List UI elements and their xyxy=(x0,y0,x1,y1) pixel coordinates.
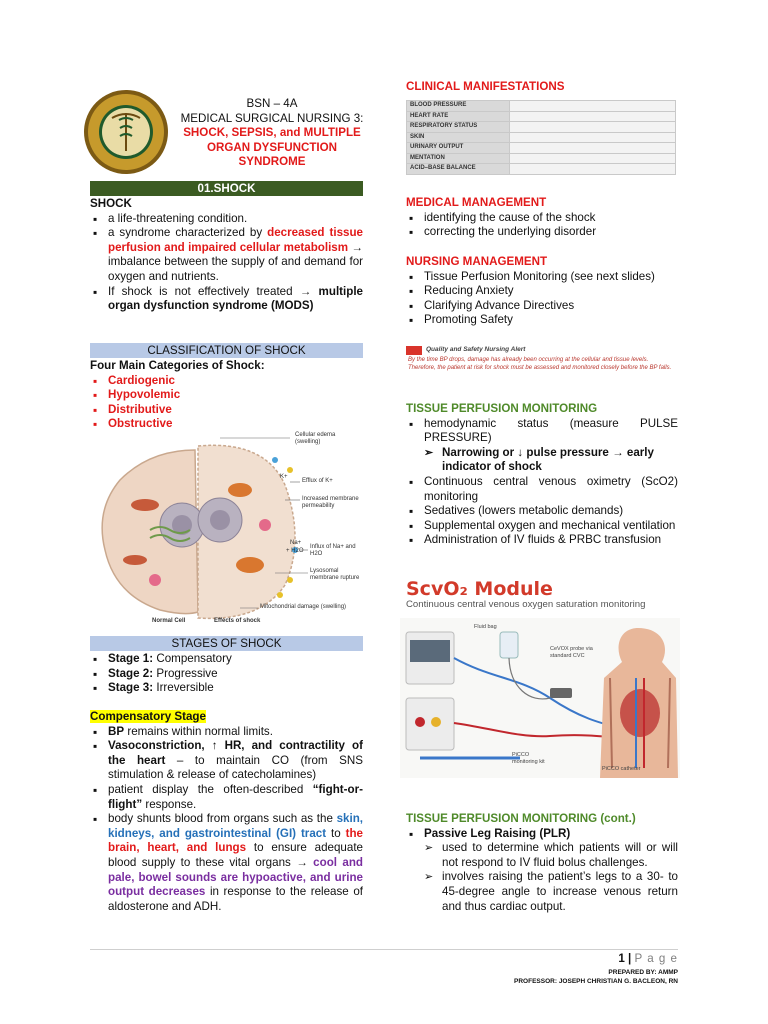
classification-bar: CLASSIFICATION OF SHOCK xyxy=(90,343,363,358)
college-seal xyxy=(82,88,170,176)
table-row: ACID–BASE BALANCE xyxy=(407,164,676,175)
list-item: ▪ a life-threatening condition. xyxy=(90,212,363,227)
table-row: SKIN xyxy=(407,132,676,143)
safety-alert xyxy=(406,344,678,386)
list-item: ▪ Promoting Safety xyxy=(406,313,678,328)
classification-section xyxy=(90,359,363,432)
table-row: URINARY OUTPUT xyxy=(407,143,676,154)
module-subtitle: Continuous central venous oxygen saturation monitoring xyxy=(406,599,646,610)
fig-label-cellular-edema: Cellular edema (swelling) xyxy=(295,432,336,445)
tpm-heading: TISSUE PERFUSION MONITORING xyxy=(406,402,598,415)
category-item: ▪ Hypovolemic xyxy=(90,388,363,403)
fig-label-lysosomal: Lysosomal membrane rupture xyxy=(310,568,360,581)
fig-label-effects: Effects of shock xyxy=(214,618,261,624)
section-bar-shock: 01.SHOCK xyxy=(90,181,363,196)
fig-label-efflux: Efflux of K+ xyxy=(302,478,333,484)
fig-label-na: Na+ xyxy=(290,540,302,546)
professor: PROFESSOR: JOSEPH CHRISTIAN G. BACLEON, RN xyxy=(514,978,678,985)
tpm-cont-heading: TISSUE PERFUSION MONITORING (cont.) xyxy=(406,812,636,825)
fig-label-picco-kit: PiCCO monitoring kit xyxy=(512,752,545,765)
list-item: ▪ a syndrome characterized by decreased tissue perfusion and impaired cellular metabolism → imbalance between the supply of and demand for oxygen and nutrients. xyxy=(90,226,363,284)
topic-title-line1: SHOCK, SEPSIS, and MULTIPLE xyxy=(183,126,361,140)
list-item: ▪ Vasoconstriction, ↑ HR, and contractility of the heart – to maintain CO (from SNS stimulation & release of catecholamines) xyxy=(90,739,363,783)
fig-label-influx: Influx of Na+ and H2O xyxy=(310,544,356,557)
list-item: ▪ Clarifying Advance Directives xyxy=(406,299,678,314)
cell-shock-figure xyxy=(90,430,365,630)
list-item: ▪ BP remains within normal limits. xyxy=(90,725,363,740)
tissue-perfusion-cont xyxy=(406,812,678,914)
topic-title-line3: SYNDROME xyxy=(238,155,306,169)
compensatory-section xyxy=(90,710,363,914)
fig-label-k: K+ xyxy=(280,474,288,480)
list-item: ▪ Tissue Perfusion Monitoring (see next slides) xyxy=(406,270,678,285)
prepared-by: PREPARED BY: AMMP xyxy=(608,969,678,976)
module-title: ScvO₂ Module xyxy=(406,578,553,600)
fig-label-permeability: Increased membrane permeability xyxy=(302,496,359,509)
list-item: ▪ hemodynamic status (measure PULSE PRESSURE) xyxy=(406,417,678,446)
footer-divider xyxy=(90,949,678,950)
list-item: ▪ correcting the underlying disorder xyxy=(406,225,678,240)
clinical-table xyxy=(406,100,676,175)
category-item: ▪ Cardiogenic xyxy=(90,374,363,389)
medical-management xyxy=(406,196,678,240)
category-item: ▪ Obstructive xyxy=(90,417,363,432)
alert-flag-icon xyxy=(406,346,422,355)
stages-section xyxy=(90,652,363,696)
compensatory-heading: Compensatory Stage xyxy=(90,710,206,723)
nursing-heading: NURSING MANAGEMENT xyxy=(406,255,548,268)
nursing-management xyxy=(406,255,678,328)
sub-list-item: ➢ involves raising the patient’s legs to a 30- to 45-degree angle to increase venous return and thus cardiac output. xyxy=(406,870,678,914)
table-row: MENTATION xyxy=(407,153,676,164)
stages-bar: STAGES OF SHOCK xyxy=(90,636,363,651)
alert-title: Quality and Safety Nursing Alert xyxy=(426,346,526,353)
table-row: HEART RATE xyxy=(407,111,676,122)
sub-list-item: ➢ used to determine which patients will or will not respond to IV fluid bolus challenges. xyxy=(406,841,678,870)
clinical-heading: CLINICAL MANIFESTATIONS xyxy=(406,80,565,93)
list-item: ▪ Passive Leg Raising (PLR) xyxy=(406,827,678,842)
list-item: ▪ Sedatives (lowers metabolic demands) xyxy=(406,504,678,519)
list-item: ▪ body shunts blood from organs such as the skin, kidneys, and gastrointestinal (GI) tract to the brain, heart, and lungs to ensure adequate blood supply to these vital organs → cool and pale, bowel sounds are hypoactive, and urine output decreases in response to the release of aldosterone and ADH. xyxy=(90,812,363,914)
list-item: ▪ If shock is not effectively treated → multiple organ dysfunction syndrome (MODS) xyxy=(90,285,363,314)
alert-body: By the time BP drops, damage has already been occurring at the cellular and tissue levels. Therefore, the patient at risk for shock must be assessed and monitored closely before the BP falls. xyxy=(408,357,672,371)
fig-label-picco-catheter: PiCCO catheter xyxy=(602,766,641,772)
list-item: ▪ Continuous central venous oximetry (ScO2) monitoring xyxy=(406,475,678,504)
topic-title-line2: ORGAN DYSFUNCTION xyxy=(206,140,338,154)
tissue-perfusion-section xyxy=(406,402,678,548)
page-number: 1 | P a g e xyxy=(618,952,678,965)
fig-label-cevox: CeVOX probe via standard CVC xyxy=(550,646,593,659)
sub-list-item: ➢ Narrowing or ↓ pulse pressure → early indicator of shock xyxy=(406,446,678,475)
fig-label-fluid-bag: Fluid bag xyxy=(474,624,497,630)
fig-label-normal-cell: Normal Cell xyxy=(152,618,186,624)
stage-item: ▪ Stage 1: Compensatory xyxy=(90,652,363,667)
list-item: ▪ Supplemental oxygen and mechanical ventilation xyxy=(406,519,678,534)
list-item: ▪ patient display the often-described “fight-or-flight” response. xyxy=(90,783,363,812)
table-row: BLOOD PRESSURE xyxy=(407,101,676,112)
stage-item: ▪ Stage 3: Irreversible xyxy=(90,681,363,696)
course-code: BSN – 4A xyxy=(246,97,298,110)
table-row: RESPIRATORY STATUS xyxy=(407,122,676,133)
fig-label-mito: Mitochondrial damage (swelling) xyxy=(260,604,347,610)
medical-heading: MEDICAL MANAGEMENT xyxy=(406,196,547,209)
stage-item: ▪ Stage 2: Progressive xyxy=(90,667,363,682)
shock-heading: SHOCK xyxy=(90,197,132,210)
document-header xyxy=(172,97,372,170)
scvo2-figure xyxy=(400,618,680,778)
list-item: ▪ Reducing Anxiety xyxy=(406,284,678,299)
course-title: MEDICAL SURGICAL NURSING 3: xyxy=(180,111,364,125)
fig-label-h2o: + H2O xyxy=(286,548,304,554)
list-item: ▪ Administration of IV fluids & PRBC transfusion xyxy=(406,533,678,548)
shock-section xyxy=(90,197,363,314)
list-item: ▪ identifying the cause of the shock xyxy=(406,211,678,226)
category-item: ▪ Distributive xyxy=(90,403,363,418)
four-main-heading: Four Main Categories of Shock: xyxy=(90,359,265,372)
